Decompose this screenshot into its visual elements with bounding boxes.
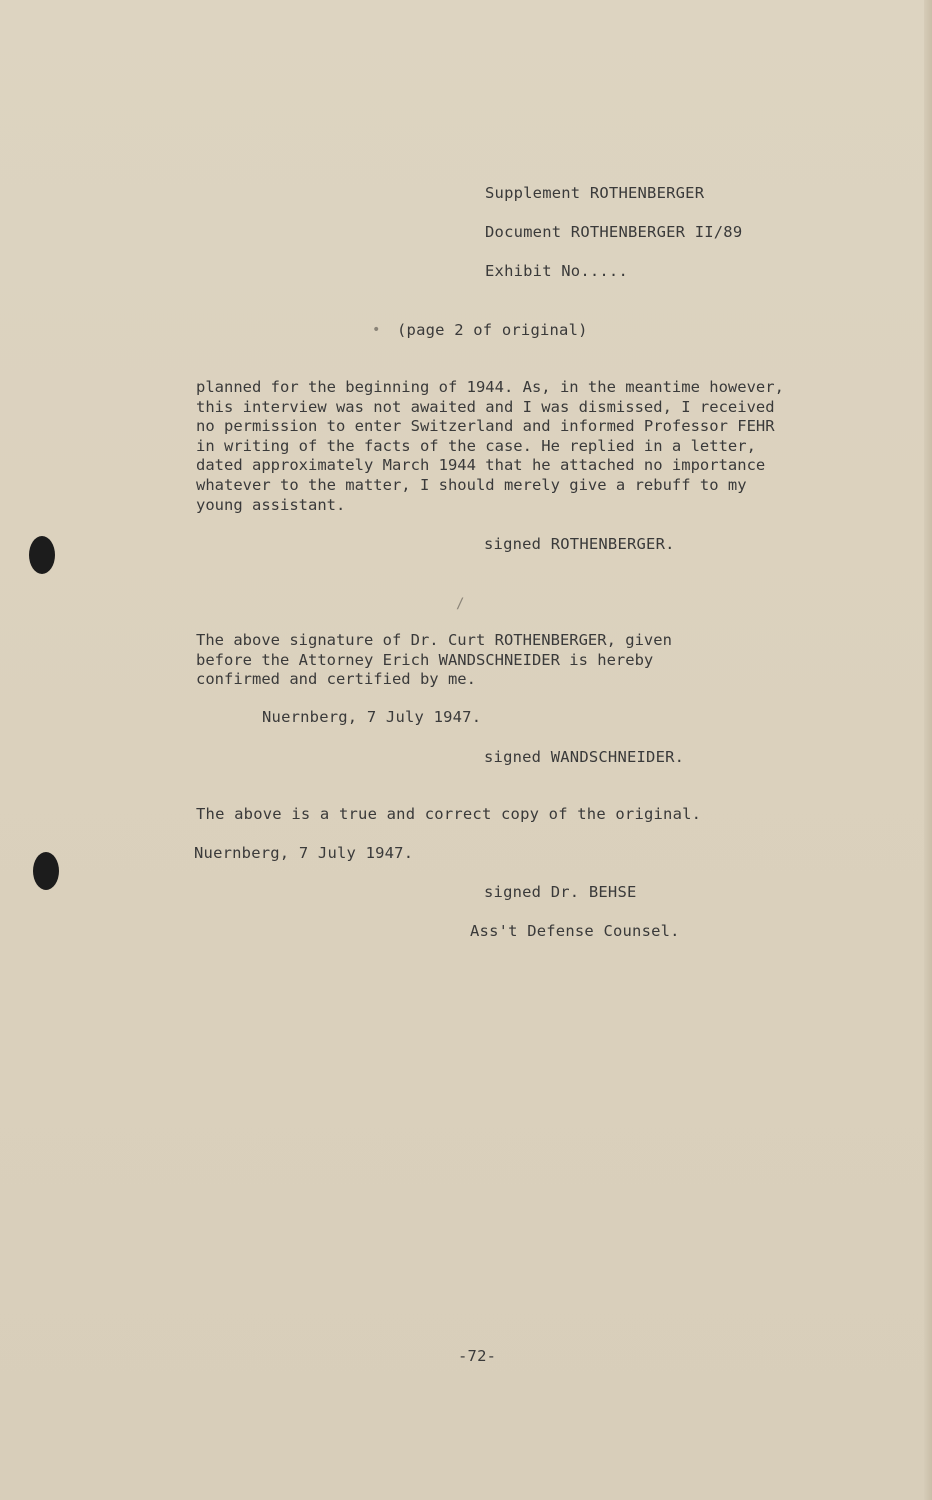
- supplement-line: Supplement ROTHENBERGER: [485, 184, 705, 202]
- paragraph-copy-statement: The above is a true and correct copy of the original.: [196, 805, 702, 823]
- place-date-2: Nuernberg, 7 July 1947.: [194, 844, 414, 862]
- signature-behse-title: Ass't Defense Counsel.: [470, 922, 680, 940]
- signature-behse: signed Dr. BEHSE: [484, 883, 637, 901]
- punch-hole-bottom: [33, 852, 59, 890]
- exhibit-line: Exhibit No.....: [485, 262, 628, 280]
- signature-wandschneider: signed WANDSCHNEIDER.: [484, 748, 685, 766]
- bullet-mark: •: [372, 322, 381, 338]
- slash-mark: /: [456, 596, 465, 612]
- signature-rothenberger: signed ROTHENBERGER.: [484, 535, 675, 553]
- page-edge: [924, 0, 932, 1500]
- punch-hole-top: [29, 536, 55, 574]
- document-line: Document ROTHENBERGER II/89: [485, 223, 743, 241]
- paragraph-main: planned for the beginning of 1944. As, in the meantime however, this interview was not awaited and I was dismissed, I received no permission to enter Switzerland and informed Professor FEHR in writing of the facts of the case. He replied in a letter, dated approximately March 1944 that he attached no importance whatever to the matter, I should merely give a rebuff to my young assistant.: [196, 378, 784, 514]
- place-date-1: Nuernberg, 7 July 1947.: [262, 708, 482, 726]
- paragraph-certification: The above signature of Dr. Curt ROTHENBERGER, given before the Attorney Erich WANDSCHNEIDER is hereby confirmed and certified by me.: [196, 631, 672, 689]
- page-number: -72-: [458, 1347, 497, 1365]
- page-note: (page 2 of original): [397, 321, 588, 339]
